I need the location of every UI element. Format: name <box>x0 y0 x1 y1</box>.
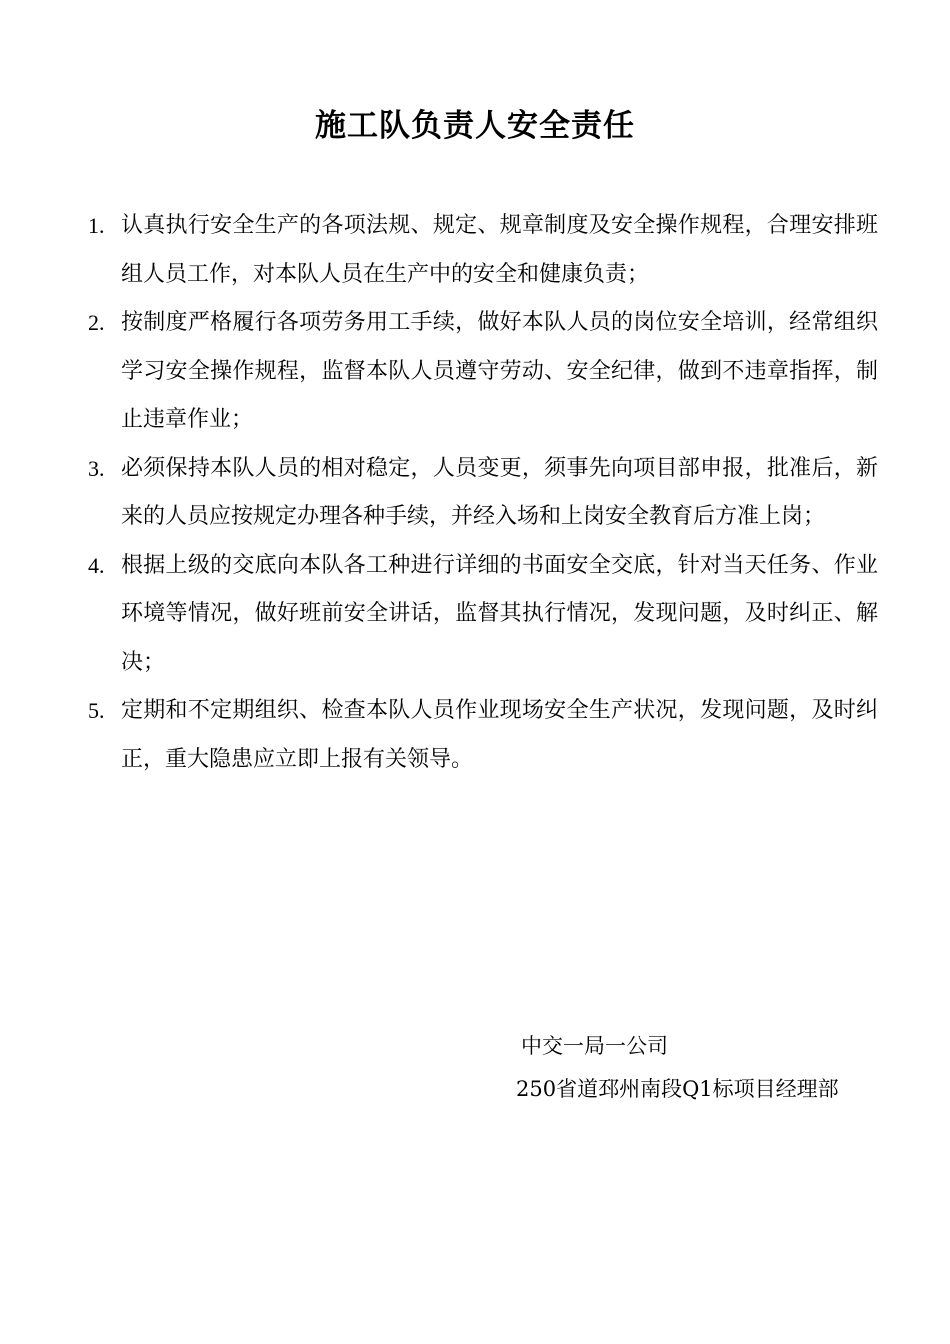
list-item <box>88 445 878 542</box>
item-number: 2. <box>88 310 105 335</box>
item-text: 必须保持本队人员的相对稳定，人员变更，须事先向项目部申报，批准后，新来的人员应按规定办理各种手续，并经入场和上岗安全教育后方准上岗； <box>121 455 878 529</box>
list-item <box>88 687 878 784</box>
item-text: 根据上级的交底向本队各工种进行详细的书面安全交底，针对当天任务、作业环境等情况，做好班前安全讲话，监督其执行情况，发现问题，及时纠正、解决； <box>121 552 878 675</box>
responsibility-list <box>88 202 878 784</box>
list-item <box>88 542 878 688</box>
document-title: 施工队负责人安全责任 <box>315 108 635 144</box>
item-number: 1. <box>88 213 105 238</box>
signature-company: 中交一局一公司 <box>521 1034 668 1058</box>
list-item <box>88 202 878 299</box>
list-item <box>88 299 878 445</box>
item-text: 按制度严格履行各项劳务用工手续，做好本队人员的岗位安全培训，经常组织学习安全操作规程，监督本队人员遵守劳动、安全纪律，做到不违章指挥，制止违章作业； <box>121 310 878 432</box>
signature-block <box>516 1025 839 1111</box>
item-number: 3. <box>88 455 105 481</box>
item-text: 认真执行安全生产的各项法规、规定、规章制度及安全操作规程，合理安排班组人员工作，对本队人员在生产中的安全和健康负责； <box>121 213 878 287</box>
signature-department: 250省道邳州南段Q1标项目经理部 <box>516 1077 839 1101</box>
item-number: 4. <box>88 552 105 578</box>
item-text: 定期和不定期组织、检查本队人员作业现场安全生产状况，发现问题，及时纠正，重大隐患应立即上报有关领导。 <box>121 698 878 772</box>
item-number: 5. <box>88 698 105 723</box>
